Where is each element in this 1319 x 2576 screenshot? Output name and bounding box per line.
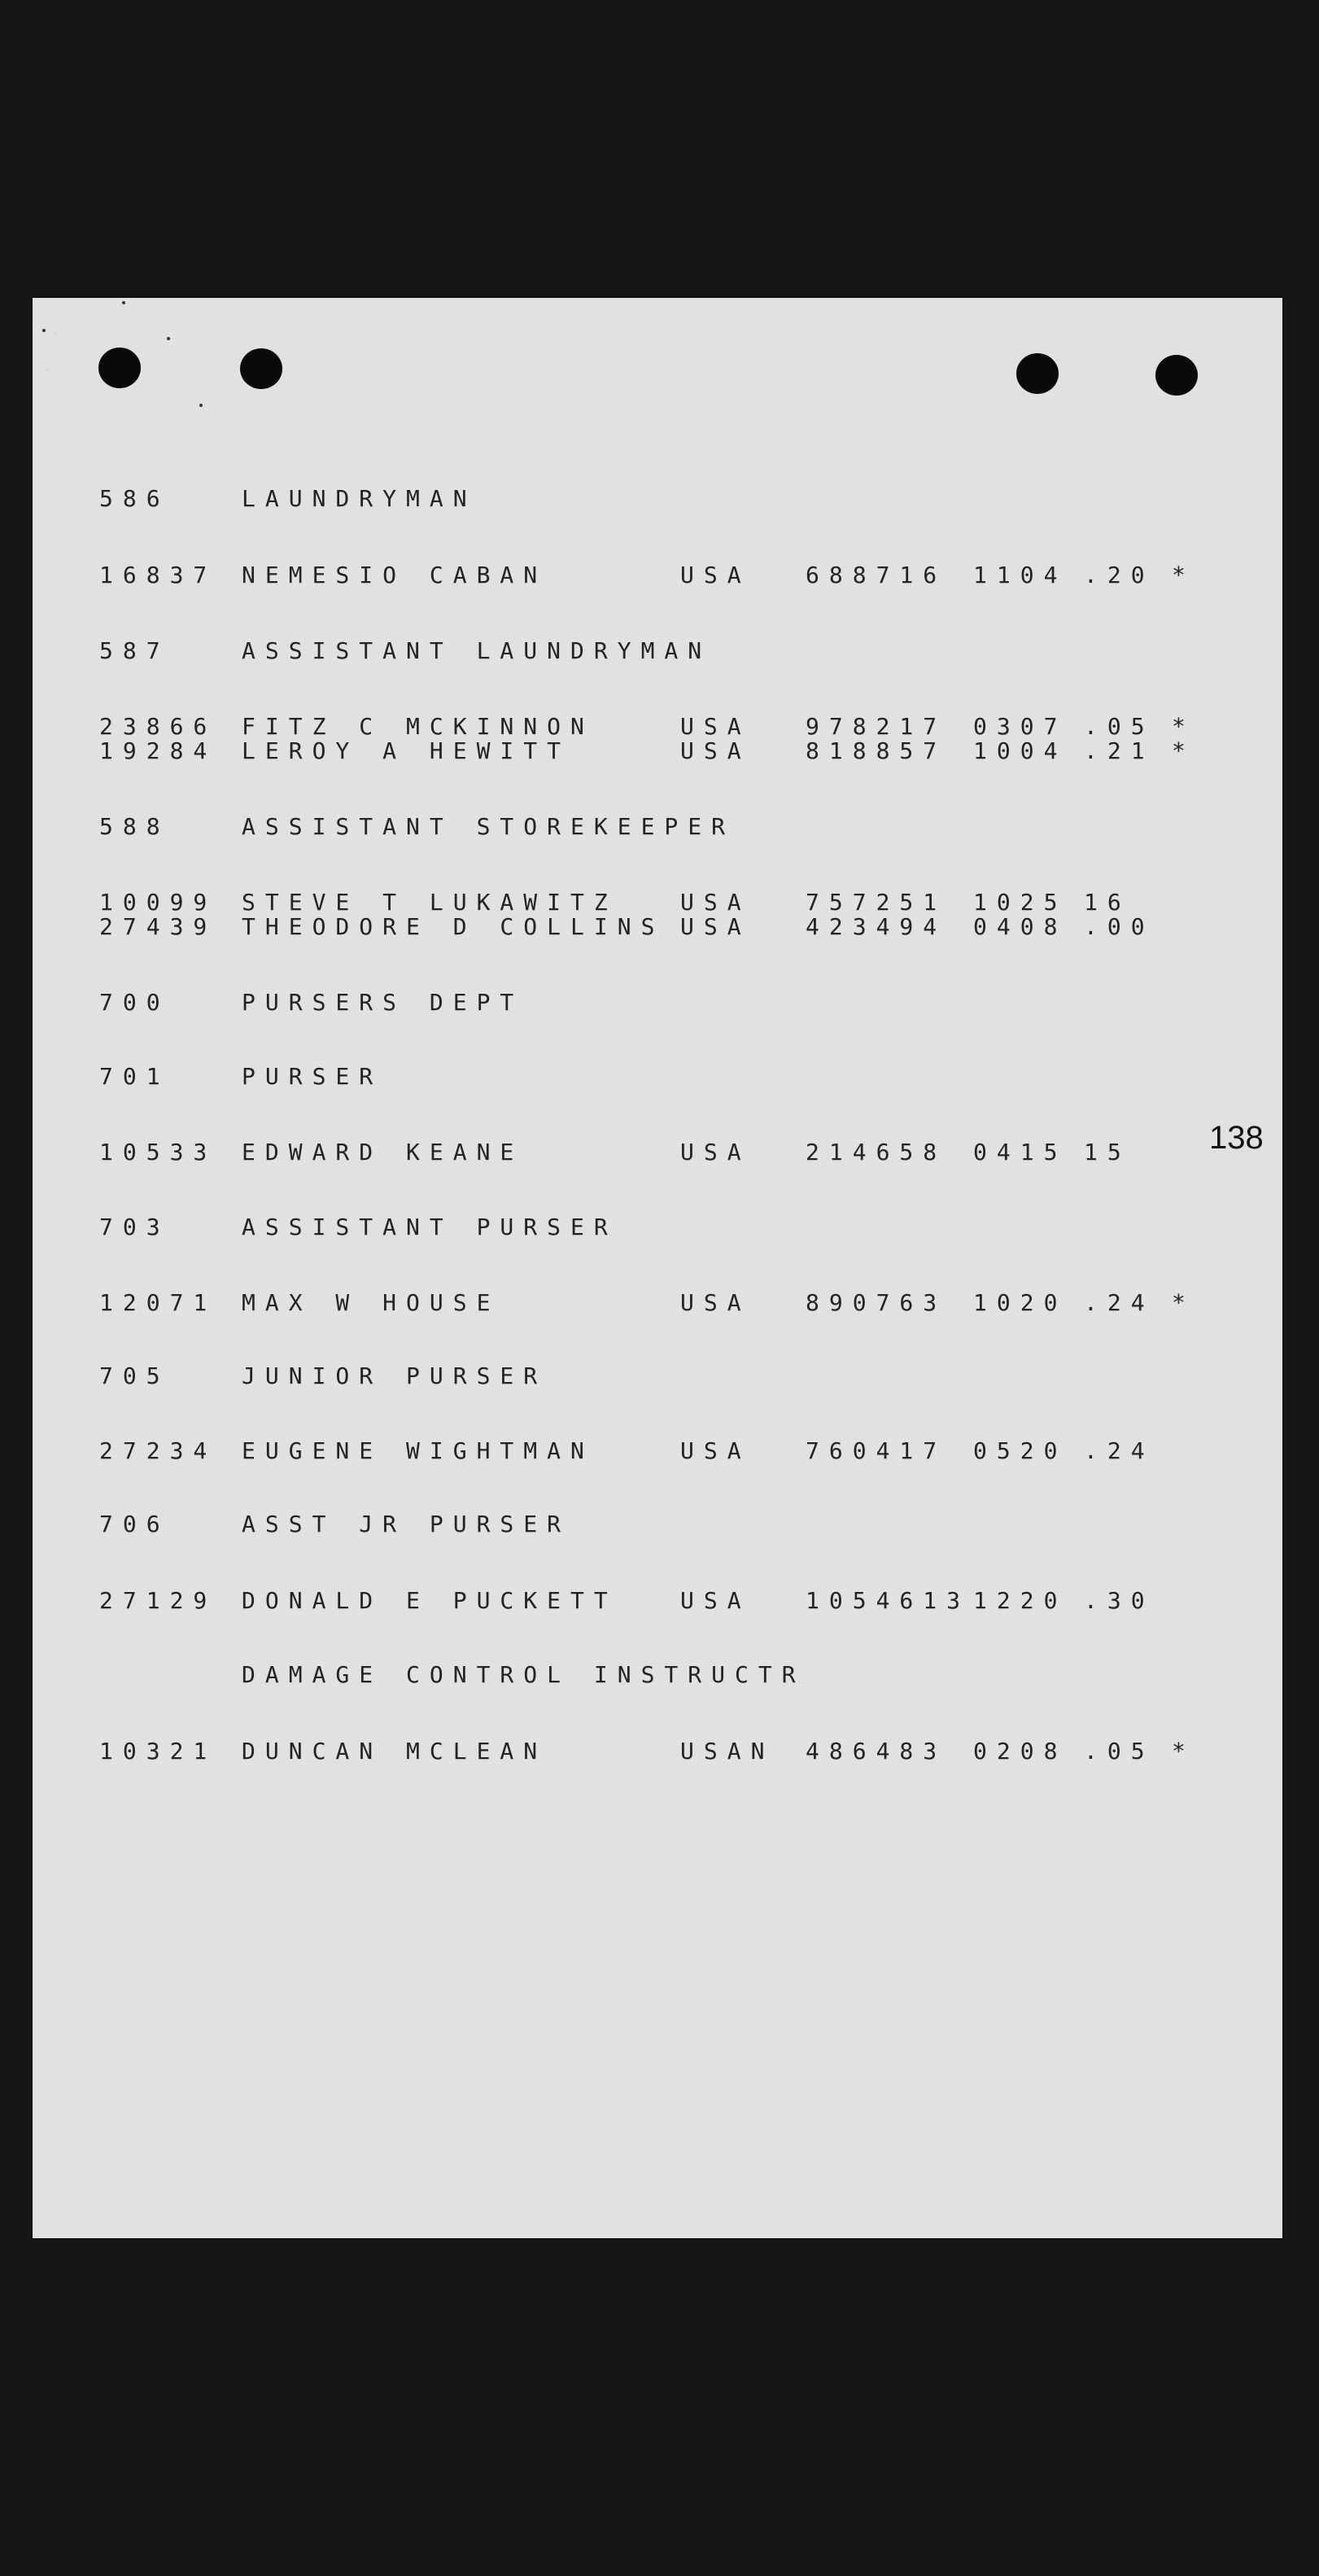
- crew-row: [33, 1139, 1282, 1166]
- rating-code: 701: [99, 1063, 170, 1090]
- crew-nationality: USA: [680, 562, 751, 588]
- crew-date: 0408: [973, 913, 1068, 940]
- edge-speck: [54, 332, 57, 335]
- crew-nationality: USA: [680, 913, 751, 940]
- crew-rate: .21: [1084, 737, 1155, 764]
- rating-title: LAUNDRYMAN: [242, 485, 477, 512]
- crew-rate: .20: [1084, 562, 1155, 588]
- crew-nationality: USA: [680, 737, 751, 764]
- rating-title: ASSISTANT STOREKEEPER: [242, 813, 736, 840]
- crew-rate: 16: [1084, 889, 1131, 916]
- crew-row: [33, 1587, 1282, 1615]
- crew-name: THEODORE D COLLINS: [242, 913, 665, 940]
- rating-code: 705: [99, 1362, 170, 1389]
- crew-name: DUNCAN MCLEAN: [242, 1738, 548, 1765]
- crew-id: 10533: [99, 1139, 217, 1166]
- crew-row: [33, 737, 1282, 765]
- crew-number: 818857: [806, 737, 947, 764]
- crew-id: 10099: [99, 889, 217, 916]
- crew-row: [33, 1738, 1282, 1765]
- asterisk-mark: *: [1172, 1289, 1186, 1316]
- crew-number: 760417: [806, 1437, 947, 1464]
- rating-title: ASSISTANT PURSER: [242, 1214, 618, 1240]
- crew-number: 486483: [806, 1738, 947, 1765]
- crew-id: 23866: [99, 713, 217, 740]
- crew-name: LEROY A HEWITT: [242, 737, 571, 764]
- crew-nationality: USA: [680, 889, 751, 916]
- crew-number: 688716: [806, 562, 947, 588]
- crew-number: 890763: [806, 1289, 947, 1316]
- crew-rate: 15: [1084, 1139, 1131, 1166]
- crew-rate: .30: [1084, 1587, 1155, 1614]
- crew-id: 27129: [99, 1587, 217, 1614]
- crew-row: [33, 713, 1282, 741]
- crew-id: 19284: [99, 737, 217, 764]
- crew-nationality: USA: [680, 1289, 751, 1316]
- section-heading: [33, 813, 1282, 841]
- crew-nationality: USA: [680, 713, 751, 740]
- crew-nationality: USA: [680, 1437, 751, 1464]
- edge-speck: [46, 369, 49, 372]
- crew-number: 1054613: [806, 1587, 971, 1614]
- page-number: 138: [1209, 1120, 1264, 1156]
- rating-title: ASST JR PURSER: [242, 1511, 571, 1537]
- crew-rate: .05: [1084, 713, 1155, 740]
- crew-id: 27234: [99, 1437, 217, 1464]
- crew-row: [33, 913, 1282, 941]
- crew-nationality: USAN: [680, 1738, 775, 1765]
- crew-rate: .05: [1084, 1738, 1155, 1765]
- asterisk-mark: *: [1172, 562, 1186, 588]
- crew-rate: .24: [1084, 1289, 1155, 1316]
- section-heading: [33, 637, 1282, 665]
- paper-speck: [199, 404, 203, 407]
- crew-nationality: USA: [680, 1139, 751, 1166]
- section-heading: [33, 1063, 1282, 1091]
- rating-title: JUNIOR PURSER: [242, 1362, 548, 1389]
- paper-speck: [167, 337, 170, 340]
- paper-speck: [42, 329, 46, 332]
- crew-name: MAX W HOUSE: [242, 1289, 500, 1316]
- crew-number: 423494: [806, 913, 947, 940]
- crew-nationality: USA: [680, 1587, 751, 1614]
- rating-title: PURSERS DEPT: [242, 989, 524, 1016]
- crew-rate: .00: [1084, 913, 1155, 940]
- rating-title: ASSISTANT LAUNDRYMAN: [242, 637, 712, 664]
- rating-code: 700: [99, 989, 170, 1016]
- crew-name: STEVE T LUKAWITZ: [242, 889, 618, 916]
- crew-number: 214658: [806, 1139, 947, 1166]
- crew-number: 978217: [806, 713, 947, 740]
- crew-date: 0520: [973, 1437, 1068, 1464]
- rating-code: 586: [99, 485, 170, 512]
- crew-name: NEMESIO CABAN: [242, 562, 548, 588]
- edge-speck: [120, 304, 124, 307]
- rating-code: 588: [99, 813, 170, 840]
- punch-hole: [240, 348, 282, 389]
- crew-name: EDWARD KEANE: [242, 1139, 524, 1166]
- rating-code: 703: [99, 1214, 170, 1240]
- crew-id: 12071: [99, 1289, 217, 1316]
- crew-rate: .24: [1084, 1437, 1155, 1464]
- crew-date: 0208: [973, 1738, 1068, 1765]
- crew-row: [33, 889, 1282, 916]
- crew-name: DONALD E PUCKETT: [242, 1587, 618, 1614]
- punch-hole: [98, 348, 141, 388]
- crew-date: 1020: [973, 1289, 1068, 1316]
- asterisk-mark: *: [1172, 713, 1186, 740]
- section-heading: [33, 485, 1282, 513]
- crew-row: [33, 562, 1282, 589]
- rating-title: PURSER: [242, 1063, 383, 1090]
- crew-row: [33, 1437, 1282, 1465]
- crew-id: 10321: [99, 1738, 217, 1765]
- punch-hole: [1155, 355, 1198, 396]
- crew-name: FITZ C MCKINNON: [242, 713, 594, 740]
- crew-row: [33, 1289, 1282, 1317]
- section-heading: [33, 1362, 1282, 1390]
- crew-date: 1025: [973, 889, 1068, 916]
- rating-code: 706: [99, 1511, 170, 1537]
- rating-title: DAMAGE CONTROL INSTRUCTR: [242, 1661, 806, 1688]
- crew-date: 0307: [973, 713, 1068, 740]
- asterisk-mark: *: [1172, 1738, 1186, 1765]
- crew-date: 1004: [973, 737, 1068, 764]
- punch-hole: [1016, 353, 1059, 394]
- document-page: [33, 298, 1282, 2238]
- section-heading: [33, 989, 1282, 1017]
- crew-date: 0415: [973, 1139, 1068, 1166]
- crew-id: 16837: [99, 562, 217, 588]
- section-heading: [33, 1511, 1282, 1538]
- section-heading: [33, 1661, 1282, 1689]
- crew-date: 1104: [973, 562, 1068, 588]
- rating-code: 587: [99, 637, 170, 664]
- asterisk-mark: *: [1172, 737, 1186, 764]
- crew-name: EUGENE WIGHTMAN: [242, 1437, 594, 1464]
- crew-date: 1220: [973, 1587, 1068, 1614]
- crew-number: 757251: [806, 889, 947, 916]
- crew-id: 27439: [99, 913, 217, 940]
- section-heading: [33, 1214, 1282, 1241]
